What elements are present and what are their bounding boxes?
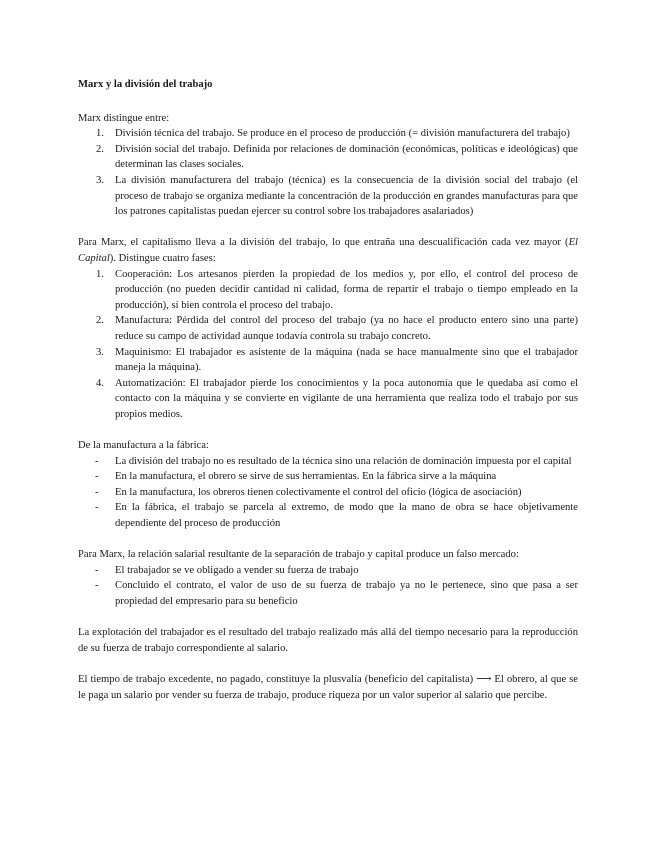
list-marker: - xyxy=(95,455,99,467)
list-marker: 3. xyxy=(96,174,104,186)
section4-list xyxy=(78,563,578,610)
list-item xyxy=(78,376,578,423)
spacer xyxy=(78,656,578,672)
list-item xyxy=(78,173,578,220)
list-marker: - xyxy=(95,502,99,514)
section1-intro: Marx distingue entre: xyxy=(78,112,170,124)
list-item xyxy=(78,578,578,609)
document-page xyxy=(78,77,578,703)
list-item xyxy=(78,345,578,376)
list-marker: 1. xyxy=(96,128,104,140)
spacer xyxy=(78,220,578,236)
spacer xyxy=(78,532,578,548)
exploitation-paragraph: La explotación del trabajador es el resultado del trabajo realizado más allá del tiempo necesario para la reproducción de su fuerza de trabajo correspondiente al salario. xyxy=(78,627,578,654)
section4-intro: Para Marx, la relación salarial resultante de la separación de trabajo y capital produce un falso mercado: xyxy=(78,549,519,561)
section3-intro: De la manufactura a la fábrica: xyxy=(78,440,209,452)
list-item xyxy=(78,454,578,470)
list-item xyxy=(78,126,578,142)
list-item-text: División técnica del trabajo. Se produce en el proceso de producción (= división manufacturera del trabajo) xyxy=(115,128,570,140)
list-marker: 4. xyxy=(96,377,104,389)
list-marker: 2. xyxy=(96,143,104,155)
list-item-text: La división del trabajo no es resultado de la técnica sino una relación de dominación impuesta por el capital xyxy=(115,455,572,467)
list-item xyxy=(78,500,578,531)
list-item xyxy=(78,313,578,344)
document-title: Marx y la división del trabajo xyxy=(78,79,213,90)
section3-list xyxy=(78,454,578,532)
list-item-text: En la manufactura, el obrero se sirve de sus herramientas. En la fábrica sirve a la máquina xyxy=(115,471,497,483)
list-marker: 1. xyxy=(96,268,104,280)
list-item-text: Automatización: El trabajador pierde los conocimientos y la poca autonomía que le quedaba así como el contacto con la máquina y se convierte en vigilante de una herramienta que realiza todo el trabajo por sus propios medios. xyxy=(115,377,578,420)
list-item xyxy=(78,485,578,501)
list-item-text: División social del trabajo. Definida por relaciones de dominación (económicas, políticas e ideológicas) que determinan las clases sociales. xyxy=(115,143,578,171)
list-item-text: Manufactura: Pérdida del control del proceso del trabajo (ya no hace el producto entero sino una parte) reduce su campo de actividad aunque todavía controla su trabajo concreto. xyxy=(115,315,578,342)
section1-list xyxy=(78,126,578,220)
list-item-text: En la manufactura, los obreros tienen colectivamente el control del oficio (lógica de asociación) xyxy=(115,486,522,498)
section2-intro xyxy=(78,235,578,266)
list-item xyxy=(78,469,578,485)
list-item xyxy=(78,563,578,579)
list-item-text: En la fábrica, el trabajo se parcela al extremo, de modo que la mano de obra se hace objetivamente dependiente del proceso de producción xyxy=(115,502,578,530)
list-marker: - xyxy=(95,471,99,483)
list-marker: - xyxy=(95,564,99,576)
surplus-value-paragraph: El tiempo de trabajo excedente, no pagado, constituye la plusvalía (beneficio del capitalista) ⟶ El obrero, al que se le paga un salario por vender su fuerza de trabajo, produce riqueza por un valor superior al salario que percibe. xyxy=(78,673,578,701)
list-item xyxy=(78,142,578,173)
list-item-text: Maquinismo: El trabajador es asistente de la máquina (nada se hace manualmente sino que el trabajador maneja la máquina). xyxy=(115,346,578,374)
list-marker: 2. xyxy=(96,315,104,327)
section2-list xyxy=(78,267,578,423)
list-item-text: La división manufacturera del trabajo (técnica) es la consecuencia de la división social del trabajo (el proceso de trabajo se organiza mediante la concentración de la producción en grandes manufacturas para que los patrones capitalistas puedan ejercer su control sobre los trabajadores asalariados) xyxy=(115,174,578,218)
section2-intro-title: El Capital xyxy=(78,237,578,264)
list-item-text: Cooperación: Los artesanos pierden la propiedad de los medios y, por ello, el control del proceso de producción (no pueden decidir cantidad ni calidad, forma de repartir el trabajo o tiempo empleado en la producción), sí bien controla el proceso del trabajo. xyxy=(115,268,578,311)
section2-intro-before: Para Marx, el capitalismo lleva a la división del trabajo, lo que entraña una descualificación cada vez mayor ( xyxy=(78,237,569,249)
list-marker: - xyxy=(95,486,99,498)
list-item-text: Concluido el contrato, el valor de uso de su fuerza de trabajo ya no le pertenece, sino que pasa a ser propiedad del empresario para su beneficio xyxy=(115,580,578,607)
list-item-text: El trabajador se ve obligado a vender su fuerza de trabajo xyxy=(115,564,359,576)
list-item xyxy=(78,267,578,314)
spacer xyxy=(78,610,578,626)
section2-intro-after: ). Distingue cuatro fases: xyxy=(109,252,216,264)
spacer xyxy=(78,422,578,438)
list-marker: - xyxy=(95,580,99,592)
list-marker: 3. xyxy=(96,346,104,358)
